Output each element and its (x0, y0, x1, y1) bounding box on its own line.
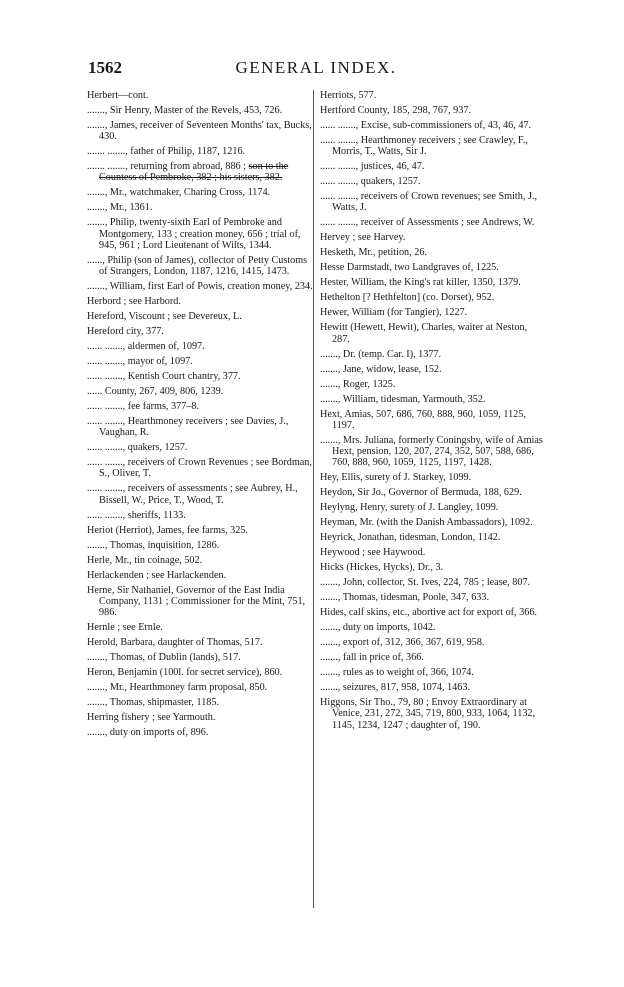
index-entry (87, 442, 313, 453)
index-entry (320, 637, 546, 648)
page-header (88, 58, 544, 80)
index-entry (87, 585, 313, 619)
index-entry (87, 682, 313, 693)
index-entry-text: ......., Mr., Hearthmoney farm proposal, 850. (87, 682, 268, 694)
index-entry (320, 487, 546, 498)
index-entry-text: ......., rules as to weight of, 366, 1074. (320, 667, 474, 679)
index-entry (320, 322, 546, 344)
index-entry (320, 697, 546, 731)
index-entry (320, 394, 546, 405)
index-entry (87, 525, 313, 536)
index-entry-text: Hereford, Viscount ; see Devereux, L. (87, 311, 242, 323)
index-entry (320, 135, 546, 157)
index-entry (87, 637, 313, 648)
index-entry-text: Hesketh, Mr., petition, 26. (320, 247, 427, 259)
index-entry (320, 667, 546, 678)
index-entry (320, 652, 546, 663)
index-entry-text: ...... ......., quakers, 1257. (87, 442, 188, 454)
index-entry (320, 307, 546, 318)
index-entry (87, 120, 313, 142)
index-entry (87, 90, 313, 101)
index-entry (320, 379, 546, 390)
index-entry-text: ......., Mr., 1361. (87, 202, 153, 214)
index-entry (320, 364, 546, 375)
index-entry (320, 232, 546, 243)
index-entry-text: ...... ......., aldermen of, 1097. (87, 341, 205, 353)
index-entry (87, 356, 313, 367)
page-title: GENERAL INDEX. (235, 58, 397, 77)
index-entry-text: ......., John, collector, St. Ives, 224, 785 ; lease, 807. (320, 577, 531, 589)
index-entry (87, 371, 313, 382)
index-entry (320, 502, 546, 513)
index-entry-text: Higgons, Sir Tho., 79, 80 ; Envoy Extraordinary at Venice, 231, 272, 345, 719, 800, 933, 1064, 1132, 1145, 1234, 1247 ; daughter of, 190. (320, 697, 536, 731)
index-entry (320, 247, 546, 258)
index-entry-text: Heriot (Herriot), James, fee farms, 325. (87, 524, 248, 536)
index-entry-text: ......., Sir Henry, Master of the Revels, 453, 726. (87, 105, 283, 116)
index-entry-text: Hester, William, the King's rat killer, 1350, 1379. (320, 277, 521, 289)
index-entry-text: ......., Thomas, shipmaster, 1185. (87, 697, 220, 709)
index-entry-text: ......., duty on imports, 1042. (320, 622, 436, 634)
index-entry-text: ......., export of, 312, 366, 367, 619, 958. (320, 637, 485, 649)
index-entry-text: Herriots, 577. (320, 90, 377, 101)
index-entry (320, 472, 546, 483)
index-entry (320, 120, 546, 131)
index-entry (320, 90, 546, 101)
index-entry-text: ....... ......., father of Philip, 1187, 1216. (87, 146, 246, 158)
index-entry-text: ......., Philip, twenty-sixth Earl of Pembroke and Montgomery, 133 ; creation money, 656 ; trial of, 945, 961 ; Lord Lieutenant of Wilts, 1344. (87, 217, 301, 251)
index-entry (87, 727, 313, 738)
index-entry-text: ....... ......., returning from abroad, 886 ; (87, 161, 249, 173)
index-entry (87, 326, 313, 337)
index-entry (87, 457, 313, 479)
index-entry (87, 105, 313, 116)
index-entry (320, 176, 546, 187)
index-entry (320, 105, 546, 116)
index-entry (87, 341, 313, 352)
index-entry-text: ...... ......., fee farms, 377–8. (87, 401, 200, 413)
index-entry (320, 191, 546, 213)
index-entry-text: Herbert—cont. (87, 90, 149, 101)
index-entry (87, 202, 313, 213)
index-entry (320, 277, 546, 288)
index-entry-text: Herbord ; see Harbord. (87, 296, 181, 308)
index-entry-text: Heywood ; see Haywood. (320, 547, 426, 559)
index-entry (87, 622, 313, 633)
index-entry-text: ...... ......., receivers of Crown Revenues ; see Bordman, S., Oliver, T. (87, 457, 312, 480)
index-entry (320, 682, 546, 693)
index-entry-text: ...... ......., Hearthmoney receivers ; see Crawley, F., Morris, T., Watts, Sir J. (320, 135, 528, 158)
index-entry-text: Herold, Barbara, daughter of Thomas, 517. (87, 637, 263, 649)
index-entry (87, 296, 313, 307)
index-entry (87, 401, 313, 412)
index-entry-text: Hey, Ellis, surety of J. Starkey, 1099. (320, 472, 472, 484)
index-entry (87, 217, 313, 251)
index-entry-text: ......., William, tidesman, Yarmouth, 352. (320, 393, 486, 405)
index-entry (87, 510, 313, 521)
index-entry-text: Hertford County, 185, 298, 767, 937. (320, 105, 472, 116)
index-entry-text: Heron, Benjamin (100l. for secret service), 860. (87, 667, 283, 679)
index-entry-text: ......., seizures, 817, 958, 1074, 1463. (320, 682, 470, 694)
index-entry-text: Hesse Darmstadt, two Landgraves of, 1225. (320, 262, 499, 274)
index-entry-text: ...... ......., justices, 46, 47. (320, 161, 425, 173)
index-entry-text: Hewer, William (for Tangier), 1227. (320, 307, 468, 319)
index-entry-text: ......., James, receiver of Seventeen Months' tax, Bucks, 430. (87, 120, 312, 143)
index-entry-text: Hervey ; see Harvey. (320, 232, 406, 244)
index-entry (320, 607, 546, 618)
index-entry-text: ...... ......., Hearthmoney receivers ; see Davies, J., Vaughan, R. (87, 416, 289, 439)
index-entry-text: Hext, Amias, 507, 686, 760, 888, 960, 1059, 1125, 1197. (320, 408, 526, 431)
index-entry (320, 577, 546, 588)
index-entry-text: Heydon, Sir Jo., Governor of Bermuda, 188, 629. (320, 487, 522, 499)
index-entry (320, 562, 546, 573)
index-entry (320, 517, 546, 528)
index-entry-text: ......., Thomas, inquisition, 1286. (87, 539, 220, 551)
index-entry (87, 255, 313, 277)
index-entry (87, 540, 313, 551)
index-entry-text: Hides, calf skins, etc., abortive act for export of, 366. (320, 607, 537, 619)
index-entry (87, 187, 313, 198)
index-entry (87, 483, 313, 505)
index-entry (320, 409, 546, 431)
index-entry-text: ...... County, 267, 409, 806, 1239. (87, 386, 224, 398)
struck-through-text: son to the Countess of Pembroke, 382 ; his sisters, 382. (99, 161, 289, 184)
index-entry (87, 667, 313, 678)
index-entry (320, 349, 546, 360)
index-column-left (87, 90, 313, 742)
index-entry-text: ......., duty on imports of, 896. (87, 727, 209, 739)
index-entry (87, 281, 313, 292)
index-entry (320, 547, 546, 558)
index-entry (87, 386, 313, 397)
column-divider (313, 90, 314, 908)
index-entry (320, 532, 546, 543)
index-entry-text: ...... ......., receivers of assessments ; see Aubrey, H., Bissell, W., Price, T., Wood, T. (87, 483, 298, 506)
index-entry-text: Hernle ; see Ernle. (87, 622, 163, 634)
index-entry (320, 217, 546, 228)
index-entry-text: ......, Philip (son of James), collector of Petty Customs of Strangers, London, 1187, 1216, 1415, 1473. (87, 254, 308, 278)
index-entry-text: ......., Dr. (temp. Car. I), 1377. (320, 348, 442, 360)
index-entry-text: ......., Thomas, tidesman, Poole, 347, 633. (320, 592, 490, 604)
index-entry-text: Hewitt (Hewett, Hewit), Charles, waiter at Neston, 287. (320, 322, 528, 345)
index-entry (320, 622, 546, 633)
index-entry (320, 435, 546, 469)
index-entry-text: Herne, Sir Nathaniel, Governor of the East India Company, 1131 ; Commissioner for the Mint, 751, 986. (87, 584, 306, 619)
index-entry (320, 592, 546, 603)
index-entry-text: ......., Thomas, of Dublin (lands), 517. (87, 652, 241, 664)
index-entry-text: Hicks (Hickes, Hycks), Dr., 3. (320, 562, 444, 574)
index-entry-text: Heyman, Mr. (with the Danish Ambassadors), 1092. (320, 517, 533, 529)
index-entry (87, 712, 313, 723)
index-entry-text: ......., fall in price of, 366. (320, 652, 424, 664)
index-entry-text: ...... ......., Kentish Court chantry, 377. (87, 371, 241, 383)
index-entry (87, 146, 313, 157)
index-entry (87, 416, 313, 438)
index-entry-text: ...... ......., quakers, 1257. (320, 176, 421, 188)
index-entry-text: ......., Roger, 1325. (320, 378, 396, 390)
index-entry-text: ...... ......., sheriffs, 1133. (87, 509, 186, 521)
index-entry-text: Herle, Mr., tin coinage, 502. (87, 554, 203, 566)
index-entry-text: ...... ......., mayor of, 1097. (87, 356, 193, 368)
index-entry-text: Herlackenden ; see Harlackenden. (87, 569, 227, 581)
index-entry-text: ...... ......., receiver of Assessments ; see Andrews, W. (320, 217, 535, 229)
index-entry (87, 697, 313, 708)
index-entry (87, 570, 313, 581)
index-entry-text: Heylyng, Henry, surety of J. Langley, 1099. (320, 502, 499, 514)
index-entry (320, 262, 546, 273)
index-entry-text: ......., Mrs. Juliana, formerly Coningsby, wife of Amias Hext, pension, 120, 207, 274, 352, 507, 588, 686, 760, 888, 960, 1059, 1125, 1197, 1428. (320, 434, 543, 469)
index-entry (320, 292, 546, 303)
page-number: 1562 (88, 58, 122, 77)
index-entry (320, 161, 546, 172)
index-entry (87, 555, 313, 566)
index-entry-text: Herring fishery ; see Yarmouth. (87, 712, 216, 724)
index-entry (87, 311, 313, 322)
index-entry-text: Heyrick, Jonathan, tidesman, London, 1142. (320, 532, 501, 544)
index-entry (87, 652, 313, 663)
index-entry-text: ......., Mr., watchmaker, Charing Cross, 1174. (87, 187, 271, 199)
index-entry-text: ......., Jane, widow, lease, 152. (320, 363, 442, 375)
index-entry (87, 161, 313, 183)
index-entry-text: ...... ......., receivers of Crown revenues; see Smith, J., Watts, J. (320, 191, 538, 214)
index-entry-text: Hethelton [? Hethfelton] (co. Dorset), 952. (320, 292, 495, 304)
index-column-right (320, 90, 546, 735)
index-entry-text: ......., William, first Earl of Powis, creation money, 234. (87, 281, 313, 293)
index-entry-text: Hereford city, 377. (87, 326, 164, 338)
index-entry-text: ...... ......., Excise, sub-commissioners of, 43, 46, 47. (320, 120, 532, 131)
